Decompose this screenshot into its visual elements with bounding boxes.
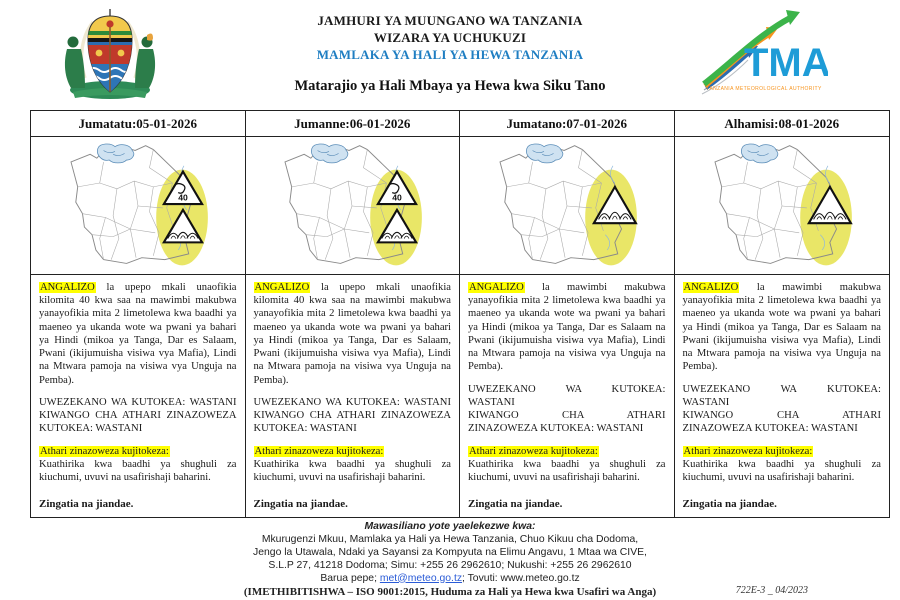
warning-text-col1 [31,275,246,517]
day-header-wednesday: Jumatano:07-01-2026 [460,111,675,137]
angalizo-body: la upepo mkali unaofikia kilomita 40 kwa saa na mawimbi makubwa yanayofikia mita 2 limetolewa kwa baadhi ya maeneo ya ukanda wote wa pwani ya bahari ya Hindi (mikoa ya Tanga, Dar es Salaam, Pwani (ikijumuisha visiwa vya Mafia), Lindi na Mtwara pamoja na visiwa vya Unguja na Pemba). [253,282,451,386]
tanzania-map-graphic [684,139,880,273]
angalizo-paragraph [254,281,452,387]
advice-line: Zingatia na jiandae. [253,498,348,511]
angalizo-body: la upepo mkali unaofikia kilomita 40 kwa saa na mawimbi makubwa yanayofikia mita 2 limetolewa kwa baadhi ya maeneo ya ukanda wote wa pwani ya bahari ya Hindi (mikoa ya Tanga, Dar es Salaam, Pwani (ikijumuisha visiwa vya Mafia), Lindi na Mtwara pamoja na visiwa vya Unguja na Pemba). [39,282,237,386]
impact-level-line2: ZINAZOWEZA KUTOKEA: WASTANI [468,423,644,435]
tanzania-map-graphic [469,139,665,273]
email-suffix: ; Tovuti: www.meteo.go.tz [462,572,580,584]
tanzania-map-col1 [31,137,246,275]
svg-text:40: 40 [392,191,403,202]
impacts-label: Athari zinazoweza kujitokeza: [683,445,813,457]
tanzania-map-col4 [675,137,890,275]
warning-text-col4 [675,275,890,517]
likelihood-line: UWEZEKANO WA KUTOKEA: [682,383,881,395]
tanzania-coat-of-arms [55,6,165,101]
footer-address-1: Mkurugenzi Mkuu, Mamlaka ya Hali ya Hewa Tanzania, Chuo Kikuu cha Dodoma, [261,533,639,545]
svg-text:40: 40 [177,191,188,202]
impacts-label: Athari zinazoweza kujitokeza: [40,445,169,457]
impacts-block [683,445,882,485]
impacts-block [468,445,666,485]
page-title: Matarajio ya Hali Mbaya ya Hewa kwa Siku Tano [294,78,606,94]
impact-level-line: KIWANGO CHA ATHARI ZINAZOWEZA [253,410,451,422]
day-header-monday: Jumatatu:05-01-2026 [31,111,246,137]
tanzania-map-graphic [254,139,450,273]
forecast-table [30,110,890,518]
likelihood-block [39,396,237,436]
likelihood-block [683,383,882,436]
angalizo-highlight: ANGALIZO [469,282,524,293]
impacts-label: Athari zinazoweza kujitokeza: [254,445,384,457]
likelihood-block [254,396,452,436]
impact-level-line2: KUTOKEA: WASTANI [253,423,357,435]
tma-caption-text: TANZANIA METEOROLOGICAL AUTHORITY [706,86,822,92]
likelihood-line: UWEZEKANO WA KUTOKEA: WASTANI [253,396,451,408]
impacts-label: Athari zinazoweza kujitokeza: [469,445,598,457]
impact-level-line: KIWANGO CHA ATHARI ZINAZOWEZA [39,410,237,422]
impacts-block [254,445,452,485]
angalizo-highlight: ANGALIZO [40,282,95,293]
tma-acronym-text: TMA [744,41,828,85]
impacts-body: Kuathirika kwa baadhi ya shughuli za kiuchumi, uvuvi na usafirishaji baharini. [39,458,237,484]
advice-line: Zingatia na jiandae. [468,498,563,511]
tanzania-map-col2 [246,137,461,275]
angalizo-highlight: ANGALIZO [683,282,739,293]
republic-title: JAMHURI YA MUUNGANO WA TANZANIA [317,13,583,28]
warning-text-col2 [246,275,461,517]
advice-line: Zingatia na jiandae. [39,498,134,511]
lake-victoria [97,143,133,162]
lake-victoria [312,143,348,162]
footer-intro: Mawasiliano yote yaelekezwe kwa: [364,521,536,532]
impact-level-line2: KUTOKEA: WASTANI [39,423,143,435]
coat-of-arms-graphic [55,6,165,101]
ministry-title: WIZARA YA UCHUKUZI [373,30,527,46]
footer-phone: S.L.P 27, 41218 Dodoma; Simu: +255 26 2962610; Nukushi: +255 26 2962610 [268,559,632,571]
warning-text-col3 [460,275,675,517]
impact-level-line: KIWANGO CHA ATHARI [682,410,881,422]
impact-level-line2: ZINAZOWEZA KUTOKEA: WASTANI [682,423,858,435]
lake-victoria [526,143,562,162]
angalizo-paragraph [39,281,237,387]
header-block [170,12,730,63]
impact-level-line: KIWANGO CHA ATHARI [468,410,666,422]
tanzania-map-col3 [460,137,675,275]
likelihood-line: UWEZEKANO WA KUTOKEA: [468,383,666,395]
authority-title: MAMLAKA YA HALI YA HEWA TANZANIA [316,47,584,63]
angalizo-highlight: ANGALIZO [254,282,310,293]
likelihood-line2: WASTANI [468,396,515,408]
footer-certification: (IMETHIBITISHWA – ISO 9001:2015, Huduma za Hali ya Hewa kwa Usafiri wa Anga) [243,586,657,599]
footer-address-2: Jengo la Utawala, Ndaki ya Sayansi za Kompyuta na Elimu Angavu, 1 Mtaa wa CIVE, [253,546,647,558]
lake-victoria [741,143,777,162]
tanzania-map-graphic [40,139,236,273]
impacts-body: Kuathirika kwa baadhi ya shughuli za kiuchumi, uvuvi na usafirishaji baharini. [468,458,666,484]
angalizo-body: la mawimbi makubwa yanayofikia mita 2 limetolewa kwa baadhi ya maeneo ya ukanda wote wa pwani ya bahari ya Hindi (mikoa ya Tanga, Dar es Salaam na Pwani (ikijumuisha visiwa vya Mafia), Lindi na Mtwara pamoja na visiwa vya Unguja na Pemba). [682,282,881,373]
likelihood-line2: WASTANI [682,396,730,408]
impacts-body: Kuathirika kwa baadhi ya shughuli za kiuchumi, uvuvi na usafirishaji baharini. [682,458,881,484]
document-code: 722E-3 _ 04/2023 [735,585,808,596]
email-prefix: Barua pepe; [320,572,380,584]
likelihood-line: UWEZEKANO WA KUTOKEA: WASTANI [39,396,237,408]
day-header-thursday: Alhamisi:08-01-2026 [675,111,890,137]
impacts-body: Kuathirika kwa baadhi ya shughuli za kiuchumi, uvuvi na usafirishaji baharini. [253,458,451,484]
day-header-tuesday: Jumanne:06-01-2026 [246,111,461,137]
advice-line: Zingatia na jiandae. [682,498,777,511]
angalizo-paragraph [683,281,882,374]
footer-email-line [0,573,900,586]
impacts-block [39,445,237,485]
email-link[interactable]: met@meteo.go.tz [379,572,463,584]
angalizo-paragraph [468,281,666,374]
likelihood-block [468,383,666,436]
angalizo-body: la mawimbi makubwa yanayofikia mita 2 limetolewa kwa baadhi ya maeneo ya ukanda wote wa pwani ya bahari ya Hindi (mikoa ya Tanga, Dar es Salaam na Pwani (ikijumuisha visiwa vya Mafia), Lindi na Mtwara pamoja na visiwa vya Unguja na Pemba). [468,282,666,373]
